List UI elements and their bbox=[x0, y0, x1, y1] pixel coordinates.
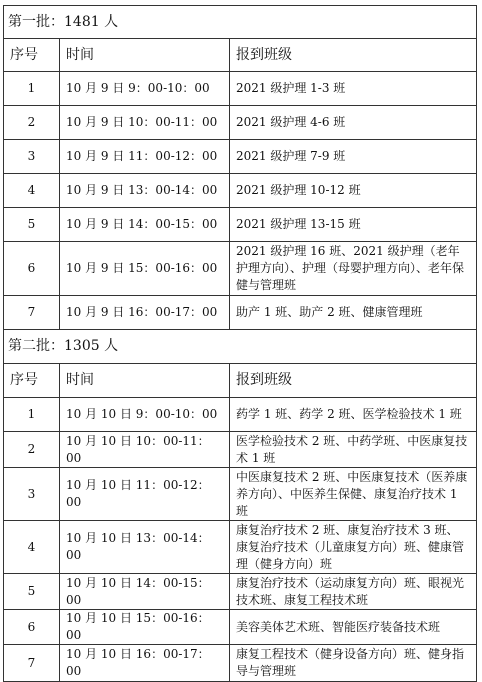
row-time: 10 月 9 日 14：00-15：00 bbox=[60, 208, 230, 242]
table-row bbox=[4, 468, 477, 521]
row-class: 康复工程技术（健身设备方向）班、健身指导与管理班 bbox=[230, 645, 477, 682]
row-no: 2 bbox=[4, 432, 60, 468]
row-time: 10 月 10 日 10：00-11：00 bbox=[60, 432, 230, 468]
row-class: 2021 级护理 7-9 班 bbox=[230, 140, 477, 174]
batch-title: 第二批：1305 人 bbox=[4, 330, 477, 364]
header-time: 时间 bbox=[60, 364, 230, 398]
header-time: 时间 bbox=[60, 39, 230, 72]
row-class: 2021 级护理 13-15 班 bbox=[230, 208, 477, 242]
row-no: 7 bbox=[4, 296, 60, 330]
table-row bbox=[4, 521, 477, 574]
table-row bbox=[4, 296, 477, 330]
row-time: 10 月 10 日 11：00-12：00 bbox=[60, 468, 230, 521]
row-class: 2021 级护理 16 班、2021 级护理（老年护理方向）、护理（母婴护理方向）、老年保健与管理班 bbox=[230, 242, 477, 296]
row-class: 药学 1 班、药学 2 班、医学检验技术 1 班 bbox=[230, 398, 477, 432]
schedule-document bbox=[3, 5, 476, 682]
header-no: 序号 bbox=[4, 39, 60, 72]
row-class: 助产 1 班、助产 2 班、健康管理班 bbox=[230, 296, 477, 330]
batch-title: 第一批：1481 人 bbox=[4, 6, 477, 39]
row-class: 2021 级护理 10-12 班 bbox=[230, 174, 477, 208]
row-no: 6 bbox=[4, 610, 60, 645]
row-time: 10 月 9 日 16：00-17：00 bbox=[60, 296, 230, 330]
batch-title-row bbox=[4, 330, 477, 364]
table-row bbox=[4, 140, 477, 174]
row-no: 5 bbox=[4, 574, 60, 610]
table-row bbox=[4, 432, 477, 468]
header-no: 序号 bbox=[4, 364, 60, 398]
row-time: 10 月 10 日 14：00-15：00 bbox=[60, 574, 230, 610]
row-time: 10 月 9 日 9：00-10：00 bbox=[60, 72, 230, 106]
table-row bbox=[4, 645, 477, 682]
row-class: 2021 级护理 1-3 班 bbox=[230, 72, 477, 106]
row-no: 1 bbox=[4, 398, 60, 432]
row-class: 美容美体艺术班、智能医疗装备技术班 bbox=[230, 610, 477, 645]
registration-schedule-table bbox=[3, 5, 477, 682]
row-time: 10 月 10 日 16：00-17：00 bbox=[60, 645, 230, 682]
row-time: 10 月 9 日 11：00-12：00 bbox=[60, 140, 230, 174]
row-no: 7 bbox=[4, 645, 60, 682]
row-time: 10 月 10 日 13：00-14：00 bbox=[60, 521, 230, 574]
table-row bbox=[4, 574, 477, 610]
row-no: 4 bbox=[4, 174, 60, 208]
header-class: 报到班级 bbox=[230, 364, 477, 398]
header-row bbox=[4, 39, 477, 72]
table-row bbox=[4, 174, 477, 208]
row-class: 康复治疗技术 2 班、康复治疗技术 3 班、康复治疗技术（儿童康复方向）班、健康管理（健身方向）班 bbox=[230, 521, 477, 574]
row-no: 6 bbox=[4, 242, 60, 296]
row-class: 2021 级护理 4-6 班 bbox=[230, 106, 477, 140]
row-time: 10 月 10 日 9：00-10：00 bbox=[60, 398, 230, 432]
table-row bbox=[4, 242, 477, 296]
row-no: 1 bbox=[4, 72, 60, 106]
table-row bbox=[4, 610, 477, 645]
table-row bbox=[4, 72, 477, 106]
table-row bbox=[4, 208, 477, 242]
row-time: 10 月 9 日 13：00-14：00 bbox=[60, 174, 230, 208]
row-time: 10 月 9 日 10：00-11：00 bbox=[60, 106, 230, 140]
row-no: 2 bbox=[4, 106, 60, 140]
row-no: 3 bbox=[4, 468, 60, 521]
row-no: 4 bbox=[4, 521, 60, 574]
batch-title-row bbox=[4, 6, 477, 39]
row-time: 10 月 10 日 15：00-16：00 bbox=[60, 610, 230, 645]
row-class: 医学检验技术 2 班、中药学班、中医康复技术 1 班 bbox=[230, 432, 477, 468]
row-class: 康复治疗技术（运动康复方向）班、眼视光技术班、康复工程技术班 bbox=[230, 574, 477, 610]
row-class: 中医康复技术 2 班、中医康复技术（医养康养方向）、中医养生保健、康复治疗技术 1 班 bbox=[230, 468, 477, 521]
row-time: 10 月 9 日 15：00-16：00 bbox=[60, 242, 230, 296]
header-class: 报到班级 bbox=[230, 39, 477, 72]
row-no: 3 bbox=[4, 140, 60, 174]
header-row bbox=[4, 364, 477, 398]
row-no: 5 bbox=[4, 208, 60, 242]
table-row bbox=[4, 106, 477, 140]
table-row bbox=[4, 398, 477, 432]
